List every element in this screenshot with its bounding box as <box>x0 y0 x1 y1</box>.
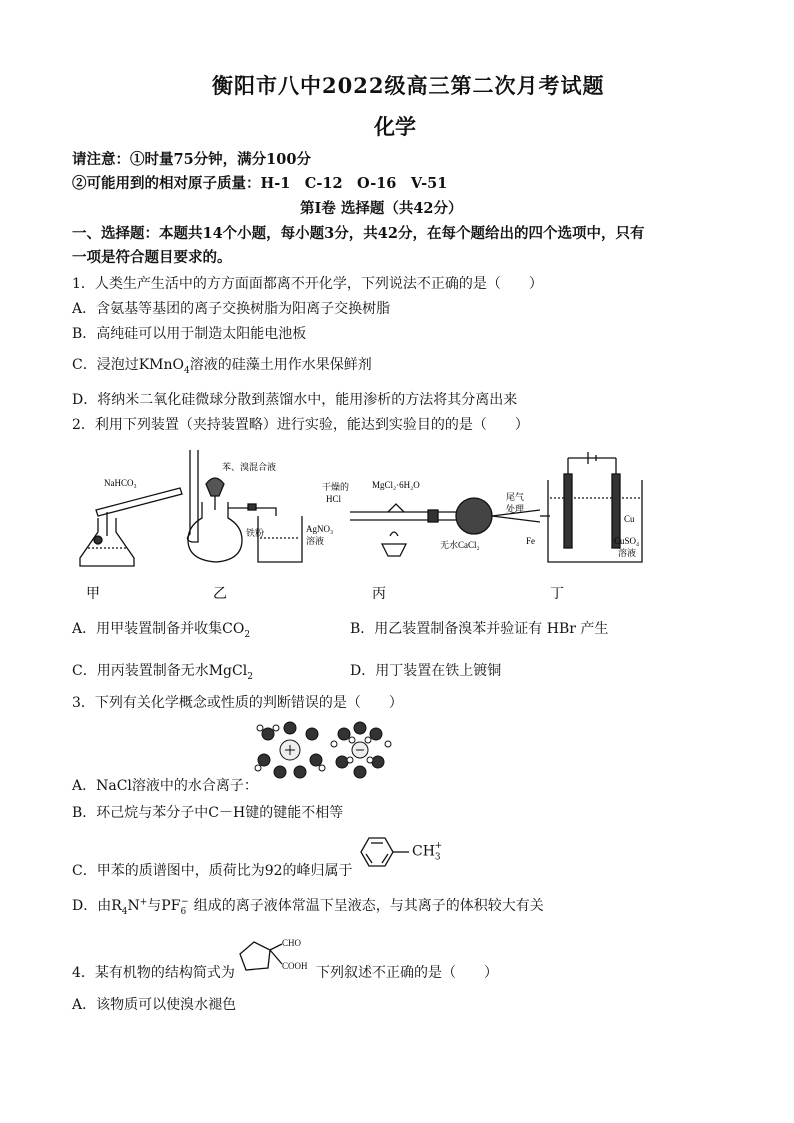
label-hcl: HCl <box>326 494 342 504</box>
label-cooh: COOH <box>282 961 308 971</box>
q1-option-d: D．将纳米二氧化硅微球分散到蒸馏水中，能用渗析的方法将其分离出来 <box>72 392 518 408</box>
q3-option-b: B．环己烷与苯分子中C－H键的键能不相等 <box>72 805 344 821</box>
q4-stem-post: 下列叙述不正确的是（ ） <box>316 965 498 981</box>
q3-option-a: A．NaCl溶液中的水合离子： <box>72 778 258 794</box>
q2-option-c: C．用丙装置制备无水MgCl$_2$ <box>72 663 253 682</box>
fig-label-ding: 丁 <box>550 587 564 602</box>
q3-stem: 3．下列有关化学概念或性质的判断错误的是（ ） <box>72 695 403 711</box>
q1-stem: 1．人类生产生活中的方方面面都离不开化学，下列说法不正确的是（ ） <box>72 276 543 292</box>
label-tail-gas: 尾气 <box>506 492 525 502</box>
section-instructions-1: 一、选择题：本题共14个小题，每小题3分，共42分，在每个题给出的四个选项中，只有 <box>72 225 645 242</box>
q3-option-d: D．由$R_4N^+$与$PF_6^-$ 组成的离子液体常温下呈液态，与其离子的体积较大有关 <box>72 897 544 917</box>
label-dry: 干燥的 <box>322 482 350 492</box>
q3-option-c: C．甲苯的质谱图中，质荷比为92的峰归属于 <box>72 863 353 879</box>
label-cacl2: 无水CaCl₂ <box>440 540 480 550</box>
label-cu: Cu <box>624 514 635 524</box>
toluene-ch3-label: $CH_3^+$ <box>412 841 443 863</box>
label-benzene-bromine: 苯、溴混合液 <box>222 462 277 472</box>
note-time: 请注意：①时量75分钟，满分100分 <box>72 151 311 168</box>
cyclopentane-structure <box>232 932 314 982</box>
fig-label-bing: 丙 <box>372 587 386 602</box>
q1-option-c: C．浸泡过KMnO$_4$溶液的硅藻土用作水果保鲜剂 <box>72 357 372 376</box>
section-heading: 第Ⅰ卷 选择题（共42分） <box>300 200 463 217</box>
label-agno3: AgNO₃ <box>306 524 334 534</box>
label-iron-powder: 铁粉 <box>246 528 265 538</box>
label-cho: CHO <box>282 938 302 948</box>
q4-stem-pre: 4．某有机物的结构简式为 <box>72 965 235 981</box>
fig-label-jia: 甲 <box>86 587 100 602</box>
q2-stem: 2．利用下列装置（夹持装置略）进行实验，能达到实验目的的是（ ） <box>72 417 529 433</box>
section-instructions-2: 一项是符合题目要求的。 <box>72 249 232 266</box>
label-mgcl2: MgCl₂·6H₂O <box>372 480 420 490</box>
label-fe: Fe <box>526 536 535 546</box>
q2-option-b: B．用乙装置制备溴苯并验证有 HBr 产生 <box>350 621 609 637</box>
label-cuso4-solution: 溶液 <box>618 548 637 558</box>
label-tail-treatment: 处理 <box>506 504 525 514</box>
label-agno3-solution: 溶液 <box>306 536 325 546</box>
exam-title: 衡阳市八中2022级高三第二次月考试题 <box>212 73 605 98</box>
q2-option-d: D．用丁装置在铁上镀铜 <box>350 663 502 679</box>
q2-option-a: A．用甲装置制备并收集$CO_2$ <box>72 621 251 640</box>
fig-label-yi: 乙 <box>213 587 227 602</box>
subject-title: 化学 <box>374 114 416 139</box>
note-atomic-mass: ②可能用到的相对原子质量：H-1 C-12 O-16 V-51 <box>72 175 448 192</box>
q4-option-a: A．该物质可以使溴水褪色 <box>72 997 237 1013</box>
label-cuso4: CuSO₄ <box>614 536 640 546</box>
q2-apparatus-figure <box>70 440 670 610</box>
hydrated-ions-diagram <box>250 720 410 782</box>
q1-option-a: A．含氨基等基团的离子交换树脂为阳离子交换树脂 <box>72 301 391 317</box>
q1-option-b: B．高纯硅可以用于制造太阳能电池板 <box>72 326 307 342</box>
label-nahco3: NaHCO₃ <box>104 478 137 488</box>
